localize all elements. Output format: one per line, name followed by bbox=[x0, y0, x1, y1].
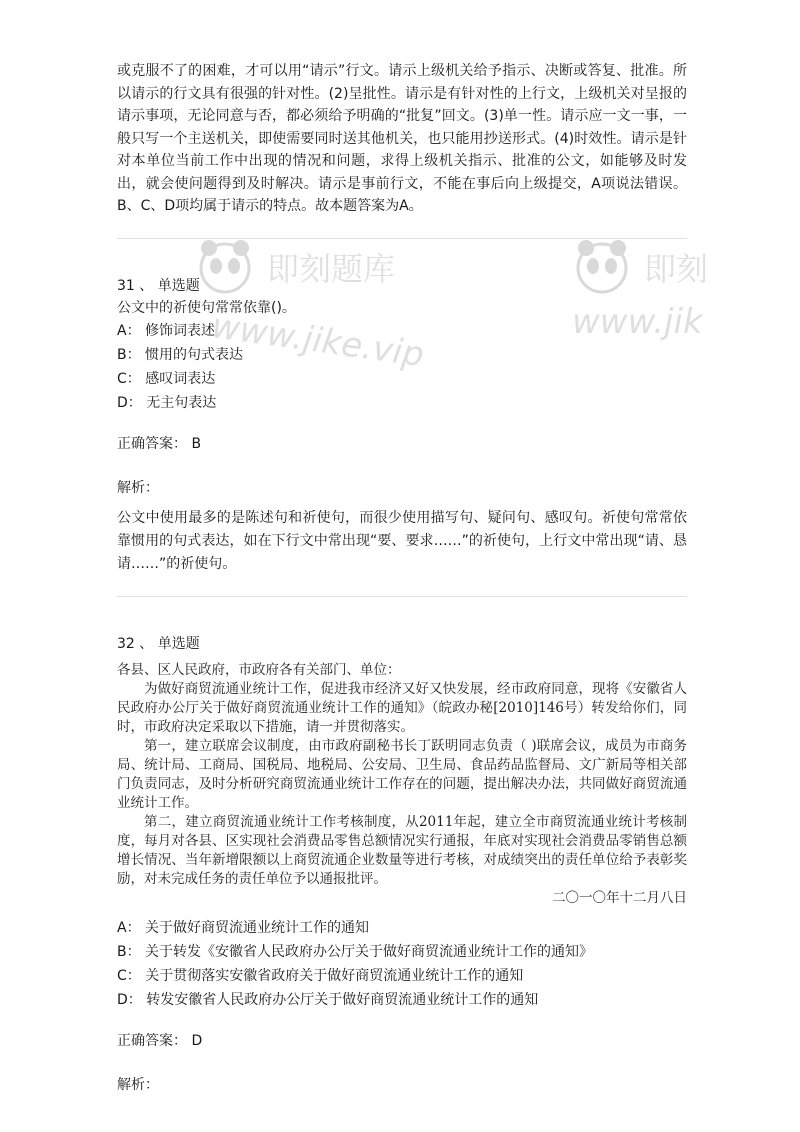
watermark-brand-clipped: 即刻 bbox=[644, 250, 709, 288]
option-b: B： 关于转发《安徽省人民政府办公厅关于做好商贸流通业统计工作的通知》 bbox=[117, 943, 594, 960]
notice-paragraph-3: 第二，建立商贸流通业统计工作考核制度，从2011年起，建立全市商贸流通业统计考核制度，每月对各县、区实现社会消费品零售总额情况实行通报，年底对实现社会消费品零销售总额增长情况、当年新增限额以上商贸流通企业数量等进行考核，对成绩突出的责任单位给予表彰奖励，对未完成任务的责任单位予以通报批评。 bbox=[117, 813, 687, 887]
correct-answer: 正确答案： D bbox=[117, 1032, 203, 1049]
divider bbox=[117, 596, 687, 597]
option-c: C： 感叹词表达 bbox=[117, 370, 216, 387]
option-a: A： 修饰词表述 bbox=[117, 322, 216, 339]
previous-analysis-paragraph: 或克服不了的困难，才可以用“请示”行文。请示上级机关给予指示、决断或答复、批准。所以请示的行文具有很强的针对性。(2)呈批性。请示是有针对性的上行文，上级机关对呈报的请示事项，无论同意与否，都必须给予明确的“批复”回文。(3)单一性。请示应一文一事，一般只写一个主送机关，即使需要同时送其他机关，也只能用抄送形式。(4)时效性。请示是针对本单位当前工作中出现的情况和问题，求得上级机关指示、批准的公文，如能够及时发出，就会使问题得到及时解决。请示是事前行文，不能在事后向上级提交，A项说法错误。B、C、D项均属于请示的特点。故本题答案为A。 bbox=[117, 63, 687, 214]
divider bbox=[117, 238, 687, 239]
watermark-brand: 即刻题库 bbox=[267, 250, 396, 288]
watermark-url: www.jike.vip bbox=[209, 306, 427, 376]
option-c: C： 关于贯彻落实安徽省政府关于做好商贸流通业统计工作的通知 bbox=[117, 967, 524, 984]
watermark-url-clipped: www.jik bbox=[572, 302, 703, 342]
notice-paragraph-2: 第一，建立联席会议制度，由市政府副秘书长丁跃明同志负责（ )联席会议，成员为市商务局、统计局、工商局、国税局、地税局、公安局、卫生局、食品药品监督局、文广新局等相关部门负责同志，及时分析研究商贸流通业统计工作存在的问题，提出解决办法，共同做好商贸流通业统计工作。 bbox=[117, 737, 687, 811]
analysis-text: 公文中使用最多的是陈述句和祈使句，而很少使用描写句、疑问句、感叹句。祈使句常常依靠惯用的句式表达，如在下行文中常出现“要、要求……”的祈使句，上行文中常出现“请、恳请……”的祈使句。 bbox=[117, 509, 687, 572]
option-a: A： 关于做好商贸流通业统计工作的通知 bbox=[117, 919, 370, 936]
question-32 bbox=[117, 633, 687, 1096]
option-b: B： 惯用的句式表达 bbox=[117, 346, 244, 363]
notice-date: 二〇一〇年十二月八日 bbox=[552, 889, 687, 906]
analysis-label: 解析： bbox=[117, 1076, 159, 1093]
document-page bbox=[117, 60, 687, 1096]
notice-paragraph-1: 为做好商贸流通业统计工作，促进我市经济又好又快发展，经市政府同意，现将《安徽省人民政府办公厅关于做好商贸流通业统计工作的通知》（皖政办秘[2010]146号）转发给你们，同时，市政府决定采取以下措施，请一并贯彻落实。 bbox=[117, 680, 687, 735]
option-d: D： 无主句表达 bbox=[117, 394, 217, 411]
option-d: D： 转发安徽省人民政府办公厅关于做好商贸流通业统计工作的通知 bbox=[117, 991, 539, 1008]
correct-answer: 正确答案： B bbox=[117, 435, 202, 452]
question-31 bbox=[117, 275, 687, 576]
question-text: 公文中的祈使句常常依靠()。 bbox=[117, 299, 296, 316]
question-header: 32 、 单选题 bbox=[117, 635, 200, 652]
notice-document bbox=[117, 661, 687, 908]
question-header: 31 、 单选题 bbox=[117, 277, 200, 294]
analysis-label: 解析： bbox=[117, 479, 159, 496]
notice-salutation: 各县、区人民政府，市政府各有关部门、单位： bbox=[117, 661, 401, 678]
